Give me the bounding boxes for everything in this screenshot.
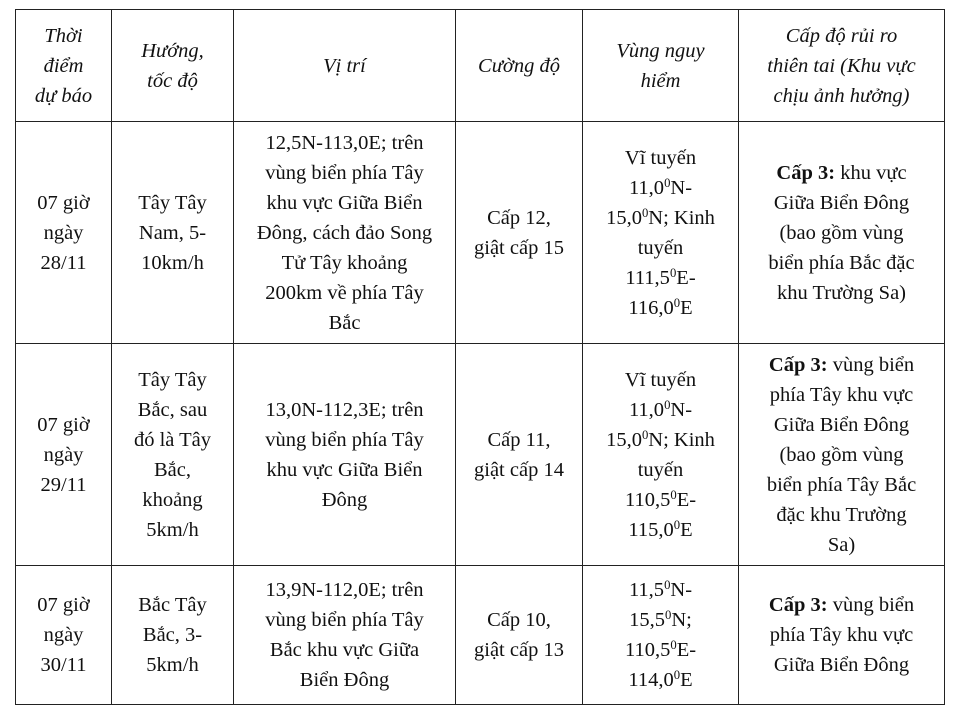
value-text: 15,5	[629, 609, 665, 631]
header-text: Vị trí	[323, 54, 366, 77]
cell-text	[589, 575, 732, 605]
value-text: 114,0	[628, 669, 674, 691]
cell-text: vùng biển phía Tây	[265, 161, 424, 184]
cell-position	[234, 122, 456, 344]
header-risk-level	[739, 10, 945, 122]
value-text: 15,0	[606, 428, 642, 451]
risk-level-label: Cấp 3:	[768, 353, 828, 376]
header-text: thiên tai (Khu vực	[767, 54, 916, 77]
cell-text: Giữa Biển Đông	[773, 191, 910, 214]
value-text: N; Kinh	[648, 206, 715, 229]
header-text: hiểm	[640, 69, 681, 92]
degree-sup: 0	[664, 175, 671, 190]
cell-text: Bắc, sau	[137, 398, 208, 421]
value-text: N;	[671, 609, 692, 631]
cell-direction-speed	[112, 122, 234, 344]
cell-text: 07 giờ	[37, 594, 90, 616]
header-position	[234, 10, 456, 122]
cell-text: 12,5N-113,0E; trên	[265, 131, 424, 154]
cell-text: Cấp 12,	[487, 206, 551, 229]
cell-text: Vĩ tuyến	[624, 368, 697, 391]
cell-risk-level	[739, 566, 945, 705]
table-row	[16, 122, 945, 344]
header-text: Hướng,	[141, 39, 204, 62]
cell-text	[589, 395, 732, 425]
cell-text	[745, 158, 938, 188]
value-text: E-	[676, 639, 697, 661]
cell-text	[589, 263, 732, 293]
cell-risk-level	[739, 122, 945, 344]
cell-text: 07 giờ	[37, 413, 90, 436]
value-text: N-	[670, 398, 693, 421]
cell-text: ngày	[43, 443, 84, 466]
cell-text: Cấp 10,	[487, 609, 551, 631]
degree-sup: 0	[665, 608, 672, 623]
cell-forecast-time	[16, 344, 112, 566]
value-text: 110,5	[624, 639, 671, 661]
cell-text: Bắc Tây	[138, 594, 207, 616]
cell-text: ngày	[43, 221, 84, 244]
cell-forecast-time	[16, 122, 112, 344]
table-row	[16, 566, 945, 705]
value-text: E	[680, 296, 693, 319]
cell-text	[589, 665, 732, 695]
header-row	[16, 10, 945, 122]
degree-sup: 0	[669, 265, 677, 280]
cell-text: vùng biển phía Tây	[265, 428, 424, 451]
cell-text: Giữa Biển Đông	[773, 413, 910, 436]
cell-position	[234, 566, 456, 705]
cell-text: khu vực Giữa Biển	[266, 458, 423, 481]
cell-text: ngày	[43, 624, 84, 646]
value-text: 116,0	[628, 296, 674, 319]
value-text: 11,0	[628, 398, 665, 421]
cell-text: 29/11	[40, 473, 87, 496]
cell-text: Đông	[321, 488, 368, 511]
degree-sup: 0	[673, 295, 681, 310]
cell-text: khu vực Giữa Biển	[266, 191, 423, 214]
header-forecast-time	[16, 10, 112, 122]
header-text: Cường độ	[478, 54, 560, 77]
cell-text: Tử Tây khoảng	[281, 251, 408, 274]
header-text: tốc độ	[147, 69, 198, 92]
cell-text	[589, 515, 732, 545]
value-text: E-	[676, 266, 696, 289]
value-text: N-	[670, 579, 693, 601]
degree-sup: 0	[670, 638, 677, 653]
cell-text: khu Trường Sa)	[776, 281, 907, 304]
storm-forecast-table	[15, 9, 945, 705]
cell-text: Biển Đông	[299, 669, 390, 691]
cell-text: 5km/h	[146, 654, 199, 676]
cell-text: phía Tây khu vực	[769, 624, 914, 646]
header-text: dự báo	[34, 84, 93, 107]
header-text: Cấp độ rủi ro	[785, 24, 898, 47]
cell-position	[234, 344, 456, 566]
header-text: điểm	[43, 54, 84, 77]
degree-sup: 0	[641, 205, 649, 220]
cell-text	[589, 425, 732, 455]
cell-danger-zone	[583, 344, 739, 566]
cell-text: 28/11	[40, 251, 87, 274]
value-text: 110,5	[624, 488, 671, 511]
cell-text: Bắc	[328, 311, 361, 334]
cell-text	[745, 350, 938, 380]
cell-text	[589, 485, 732, 515]
cell-text: vùng biển phía Tây	[265, 609, 424, 631]
value-text: 11,0	[628, 176, 665, 199]
value-text: 111,5	[625, 266, 670, 289]
cell-text	[589, 605, 732, 635]
cell-text: 13,9N-112,0E; trên	[265, 579, 424, 601]
cell-text: 10km/h	[141, 251, 204, 274]
header-text: Vùng nguy	[616, 39, 705, 62]
cell-text: Bắc,	[154, 458, 191, 481]
header-danger-zone	[583, 10, 739, 122]
cell-text: Vĩ tuyến	[624, 146, 697, 169]
degree-sup: 0	[670, 487, 677, 502]
cell-text: 30/11	[40, 654, 87, 676]
cell-danger-zone	[583, 566, 739, 705]
degree-sup: 0	[673, 517, 681, 532]
cell-text	[589, 173, 732, 203]
cell-text: Nam, 5-	[138, 221, 207, 244]
cell-text: Bắc, 3-	[142, 624, 203, 646]
cell-text: Cấp 11,	[487, 428, 551, 451]
value-text: vùng biển	[827, 594, 915, 616]
cell-text: Tây Tây	[138, 191, 207, 214]
cell-text: (bao gồm vùng	[779, 221, 904, 244]
risk-level-label: Cấp 3:	[768, 594, 828, 616]
cell-text: Giữa Biển Đông	[773, 654, 910, 676]
cell-intensity	[456, 566, 583, 705]
header-intensity	[456, 10, 583, 122]
cell-text	[589, 203, 732, 233]
header-text: Thời	[44, 24, 83, 47]
table-row	[16, 344, 945, 566]
cell-forecast-time	[16, 566, 112, 705]
value-text: khu vực	[835, 161, 907, 184]
cell-risk-level	[739, 344, 945, 566]
cell-text: Tây Tây	[138, 368, 207, 391]
cell-text: phía Tây khu vực	[769, 383, 914, 406]
value-text: vùng biển	[827, 353, 915, 376]
cell-intensity	[456, 122, 583, 344]
cell-text: giật cấp 14	[474, 458, 564, 481]
cell-text: 200km về phía Tây	[265, 281, 424, 304]
value-text: N-	[670, 176, 693, 199]
cell-text: Bắc khu vực Giữa	[269, 639, 420, 661]
cell-text	[589, 635, 732, 665]
cell-text: 5km/h	[146, 518, 199, 541]
risk-level-label: Cấp 3:	[776, 161, 836, 184]
cell-direction-speed	[112, 566, 234, 705]
cell-text	[589, 293, 732, 323]
cell-intensity	[456, 344, 583, 566]
cell-text: đó là Tây	[133, 428, 212, 451]
cell-text: (bao gồm vùng	[779, 443, 904, 466]
cell-text: giật cấp 15	[474, 236, 564, 259]
value-text: E	[680, 518, 693, 541]
value-text: N; Kinh	[648, 428, 715, 451]
cell-text: giật cấp 13	[474, 639, 564, 661]
value-text: 115,0	[628, 518, 674, 541]
cell-text: tuyến	[637, 458, 684, 481]
cell-text: Đông, cách đảo Song	[256, 221, 433, 244]
cell-text: 07 giờ	[37, 191, 90, 214]
cell-text: biển phía Tây Bắc	[766, 473, 917, 496]
value-text: E-	[676, 488, 697, 511]
cell-text	[745, 590, 938, 620]
degree-sup: 0	[664, 397, 671, 412]
cell-text: biển phía Bắc đặc	[768, 251, 915, 274]
degree-sup: 0	[641, 427, 649, 442]
cell-text: đặc khu Trường	[776, 503, 907, 526]
degree-sup: 0	[673, 668, 681, 683]
cell-danger-zone	[583, 122, 739, 344]
cell-direction-speed	[112, 344, 234, 566]
value-text: 15,0	[606, 206, 642, 229]
header-direction-speed	[112, 10, 234, 122]
cell-text: 13,0N-112,3E; trên	[265, 398, 424, 421]
degree-sup: 0	[664, 578, 671, 593]
cell-text: khoảng	[142, 488, 203, 511]
value-text: 11,5	[628, 579, 665, 601]
header-text: chịu ảnh hưởng)	[773, 84, 910, 107]
cell-text: tuyến	[637, 236, 684, 259]
value-text: E	[680, 669, 693, 691]
cell-text: Sa)	[827, 533, 856, 556]
